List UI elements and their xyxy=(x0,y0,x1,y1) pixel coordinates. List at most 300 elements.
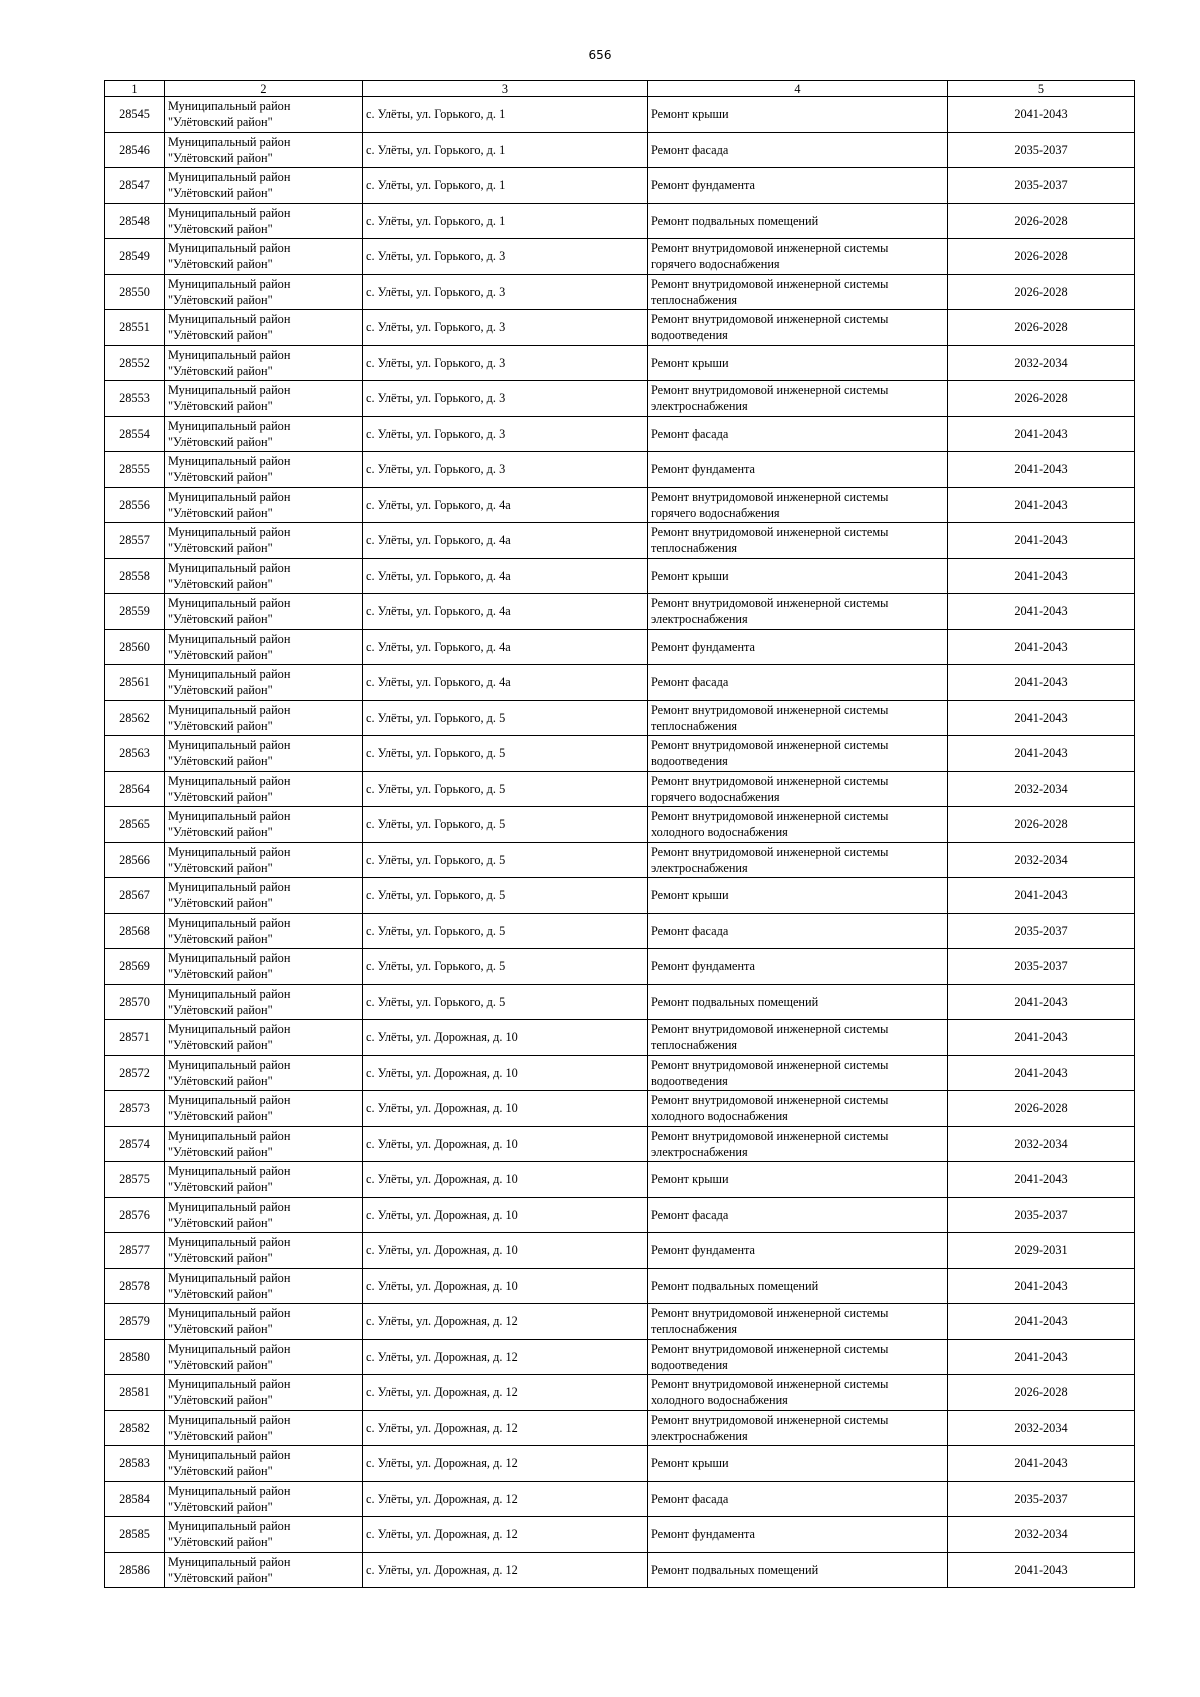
work-type-line: электроснабжения xyxy=(651,860,748,875)
district-cell xyxy=(165,1410,363,1446)
period-cell: 2026-2028 xyxy=(948,203,1135,239)
period-cell: 2032-2034 xyxy=(948,1126,1135,1162)
district-line: "Улётовский район" xyxy=(168,612,273,627)
district-cell xyxy=(165,1197,363,1233)
period-cell: 2026-2028 xyxy=(948,807,1135,843)
address-cell: с. Улёты, ул. Горького, д. 1 xyxy=(363,203,648,239)
work-type-cell xyxy=(648,558,948,594)
district-line: "Улётовский район" xyxy=(168,328,273,343)
work-type-cell xyxy=(648,345,948,381)
work-type-line: Ремонт внутридомовой инженерной системы xyxy=(651,276,889,291)
work-type-cell xyxy=(648,594,948,630)
work-type-line: холодного водоснабжения xyxy=(651,1393,788,1408)
address-cell: с. Улёты, ул. Горького, д. 5 xyxy=(363,878,648,914)
column-header-4: 4 xyxy=(648,81,948,97)
work-type-cell xyxy=(648,523,948,559)
table-row xyxy=(105,523,1135,559)
table-row xyxy=(105,1552,1135,1588)
work-type-line: Ремонт крыши xyxy=(651,355,729,370)
district-line: Муниципальный район xyxy=(168,1270,291,1285)
work-type-cell xyxy=(648,984,948,1020)
table-row xyxy=(105,736,1135,772)
period-cell: 2026-2028 xyxy=(948,1091,1135,1127)
work-type-line: Ремонт фундамента xyxy=(651,1243,756,1258)
period-cell: 2035-2037 xyxy=(948,132,1135,168)
period-cell: 2041-2043 xyxy=(948,452,1135,488)
work-type-line: Ремонт внутридомовой инженерной системы xyxy=(651,1341,889,1356)
work-type-line: водоотведения xyxy=(651,1073,728,1088)
row-number-cell: 28570 xyxy=(105,984,165,1020)
work-type-line: водоотведения xyxy=(651,754,728,769)
table-row xyxy=(105,310,1135,346)
district-line: Муниципальный район xyxy=(168,844,291,859)
row-number-cell: 28581 xyxy=(105,1375,165,1411)
period-cell: 2041-2043 xyxy=(948,523,1135,559)
work-type-line: Ремонт внутридомовой инженерной системы xyxy=(651,383,889,398)
work-type-cell xyxy=(648,1375,948,1411)
work-type-cell xyxy=(648,1410,948,1446)
district-line: Муниципальный район xyxy=(168,1164,291,1179)
district-line: "Улётовский район" xyxy=(168,363,273,378)
address-cell: с. Улёты, ул. Дорожная, д. 12 xyxy=(363,1481,648,1517)
work-type-cell xyxy=(648,807,948,843)
district-line: "Улётовский район" xyxy=(168,1570,273,1585)
address-cell: с. Улёты, ул. Горького, д. 5 xyxy=(363,771,648,807)
address-cell: с. Улёты, ул. Горького, д. 3 xyxy=(363,274,648,310)
district-line: Муниципальный район xyxy=(168,1093,291,1108)
district-line: "Улётовский район" xyxy=(168,576,273,591)
address-cell: с. Улёты, ул. Горького, д. 3 xyxy=(363,310,648,346)
period-cell: 2032-2034 xyxy=(948,1410,1135,1446)
work-type-cell xyxy=(648,203,948,239)
work-type-cell xyxy=(648,1055,948,1091)
district-line: "Улётовский район" xyxy=(168,186,273,201)
period-cell: 2026-2028 xyxy=(948,310,1135,346)
address-cell: с. Улёты, ул. Горького, д. 4а xyxy=(363,523,648,559)
row-number-cell: 28554 xyxy=(105,416,165,452)
table-body xyxy=(105,81,1135,1588)
district-line: Муниципальный район xyxy=(168,1554,291,1569)
district-cell xyxy=(165,1055,363,1091)
district-line: Муниципальный район xyxy=(168,631,291,646)
district-line: Муниципальный район xyxy=(168,1377,291,1392)
district-line: Муниципальный район xyxy=(168,489,291,504)
address-cell: с. Улёты, ул. Дорожная, д. 10 xyxy=(363,1055,648,1091)
work-type-line: Ремонт внутридомовой инженерной системы xyxy=(651,241,889,256)
district-line: Муниципальный район xyxy=(168,880,291,895)
work-type-line: Ремонт внутридомовой инженерной системы xyxy=(651,596,889,611)
table-row xyxy=(105,1446,1135,1482)
district-cell xyxy=(165,594,363,630)
district-line: "Улётовский район" xyxy=(168,541,273,556)
district-line: "Улётовский район" xyxy=(168,1322,273,1337)
address-cell: с. Улёты, ул. Горького, д. 3 xyxy=(363,452,648,488)
period-cell: 2035-2037 xyxy=(948,949,1135,985)
address-cell: с. Улёты, ул. Горького, д. 5 xyxy=(363,736,648,772)
address-cell: с. Улёты, ул. Горького, д. 4а xyxy=(363,558,648,594)
district-line: Муниципальный район xyxy=(168,1483,291,1498)
row-number-cell: 28580 xyxy=(105,1339,165,1375)
row-number-cell: 28579 xyxy=(105,1304,165,1340)
work-type-line: электроснабжения xyxy=(651,1144,748,1159)
district-line: Муниципальный район xyxy=(168,1199,291,1214)
table-row xyxy=(105,416,1135,452)
work-type-cell xyxy=(648,1162,948,1198)
district-cell xyxy=(165,452,363,488)
period-cell: 2041-2043 xyxy=(948,665,1135,701)
work-type-line: Ремонт фундамента xyxy=(651,959,756,974)
address-cell: с. Улёты, ул. Дорожная, д. 12 xyxy=(363,1410,648,1446)
district-cell xyxy=(165,665,363,701)
district-line: "Улётовский район" xyxy=(168,292,273,307)
work-type-cell xyxy=(648,97,948,133)
address-cell: с. Улёты, ул. Дорожная, д. 12 xyxy=(363,1375,648,1411)
district-line: Муниципальный район xyxy=(168,1128,291,1143)
work-type-line: Ремонт подвальных помещений xyxy=(651,994,819,1009)
district-line: Муниципальный район xyxy=(168,667,291,682)
row-number-cell: 28571 xyxy=(105,1020,165,1056)
work-type-line: Ремонт фасада xyxy=(651,1491,729,1506)
district-cell xyxy=(165,558,363,594)
table-row xyxy=(105,665,1135,701)
period-cell: 2041-2043 xyxy=(948,1020,1135,1056)
period-cell: 2032-2034 xyxy=(948,771,1135,807)
work-type-cell xyxy=(648,1233,948,1269)
period-cell: 2041-2043 xyxy=(948,594,1135,630)
work-type-cell xyxy=(648,1020,948,1056)
district-line: Муниципальный район xyxy=(168,383,291,398)
district-line: Муниципальный район xyxy=(168,773,291,788)
district-line: "Улётовский район" xyxy=(168,1286,273,1301)
address-cell: с. Улёты, ул. Горького, д. 1 xyxy=(363,97,648,133)
district-cell xyxy=(165,168,363,204)
district-cell xyxy=(165,1126,363,1162)
work-type-line: Ремонт внутридомовой инженерной системы xyxy=(651,525,889,540)
address-cell: с. Улёты, ул. Дорожная, д. 12 xyxy=(363,1552,648,1588)
district-line: "Улётовский район" xyxy=(168,1038,273,1053)
table-row xyxy=(105,97,1135,133)
work-type-line: теплоснабжения xyxy=(651,292,738,307)
work-type-cell xyxy=(648,1126,948,1162)
work-type-line: Ремонт внутридомовой инженерной системы xyxy=(651,773,889,788)
district-line: Муниципальный район xyxy=(168,418,291,433)
district-cell xyxy=(165,700,363,736)
table-row xyxy=(105,1268,1135,1304)
work-type-cell xyxy=(648,1091,948,1127)
district-line: "Улётовский район" xyxy=(168,1428,273,1443)
district-cell xyxy=(165,132,363,168)
row-number-cell: 28582 xyxy=(105,1410,165,1446)
period-cell: 2041-2043 xyxy=(948,487,1135,523)
period-cell: 2035-2037 xyxy=(948,1197,1135,1233)
work-type-cell xyxy=(648,842,948,878)
district-line: Муниципальный район xyxy=(168,596,291,611)
row-number-cell: 28566 xyxy=(105,842,165,878)
row-number-cell: 28577 xyxy=(105,1233,165,1269)
district-cell xyxy=(165,949,363,985)
row-number-cell: 28560 xyxy=(105,629,165,665)
work-type-cell xyxy=(648,381,948,417)
table-row xyxy=(105,1375,1135,1411)
work-type-cell xyxy=(648,1268,948,1304)
address-cell: с. Улёты, ул. Горького, д. 5 xyxy=(363,807,648,843)
row-number-cell: 28562 xyxy=(105,700,165,736)
district-line: "Улётовский район" xyxy=(168,505,273,520)
work-type-line: Ремонт фасада xyxy=(651,142,729,157)
period-cell: 2029-2031 xyxy=(948,1233,1135,1269)
work-type-line: Ремонт фундамента xyxy=(651,462,756,477)
table-row xyxy=(105,842,1135,878)
district-cell xyxy=(165,1552,363,1588)
address-cell: с. Улёты, ул. Горького, д. 3 xyxy=(363,345,648,381)
work-type-line: горячего водоснабжения xyxy=(651,257,780,272)
work-type-line: Ремонт внутридомовой инженерной системы xyxy=(651,738,889,753)
district-cell xyxy=(165,842,363,878)
row-number-cell: 28573 xyxy=(105,1091,165,1127)
district-line: "Улётовский район" xyxy=(168,1002,273,1017)
address-cell: с. Улёты, ул. Дорожная, д. 10 xyxy=(363,1091,648,1127)
period-cell: 2026-2028 xyxy=(948,381,1135,417)
row-number-cell: 28575 xyxy=(105,1162,165,1198)
work-type-cell xyxy=(648,310,948,346)
work-type-line: теплоснабжения xyxy=(651,1038,738,1053)
district-line: "Улётовский район" xyxy=(168,1499,273,1514)
row-number-cell: 28558 xyxy=(105,558,165,594)
row-number-cell: 28557 xyxy=(105,523,165,559)
work-type-cell xyxy=(648,736,948,772)
work-type-cell xyxy=(648,452,948,488)
work-type-line: электроснабжения xyxy=(651,399,748,414)
work-type-cell xyxy=(648,1517,948,1553)
work-type-cell xyxy=(648,878,948,914)
work-type-line: Ремонт внутридомовой инженерной системы xyxy=(651,312,889,327)
work-type-line: Ремонт внутридомовой инженерной системы xyxy=(651,1306,889,1321)
address-cell: с. Улёты, ул. Дорожная, д. 10 xyxy=(363,1197,648,1233)
table-row xyxy=(105,1410,1135,1446)
district-line: "Улётовский район" xyxy=(168,754,273,769)
work-type-line: водоотведения xyxy=(651,1357,728,1372)
table-row xyxy=(105,913,1135,949)
district-cell xyxy=(165,629,363,665)
row-number-cell: 28584 xyxy=(105,1481,165,1517)
district-line: "Улётовский район" xyxy=(168,1535,273,1550)
address-cell: с. Улёты, ул. Горького, д. 5 xyxy=(363,842,648,878)
work-type-line: Ремонт подвальных помещений xyxy=(651,213,819,228)
work-type-cell xyxy=(648,1304,948,1340)
district-line: "Улётовский район" xyxy=(168,434,273,449)
district-line: "Улётовский район" xyxy=(168,1357,273,1372)
address-cell: с. Улёты, ул. Дорожная, д. 12 xyxy=(363,1339,648,1375)
district-cell xyxy=(165,523,363,559)
work-type-line: Ремонт внутридомовой инженерной системы xyxy=(651,1377,889,1392)
district-cell xyxy=(165,310,363,346)
work-type-line: Ремонт подвальных помещений xyxy=(651,1562,819,1577)
period-cell: 2032-2034 xyxy=(948,1517,1135,1553)
district-line: "Улётовский район" xyxy=(168,647,273,662)
work-type-line: Ремонт внутридомовой инженерной системы xyxy=(651,844,889,859)
address-cell: с. Улёты, ул. Дорожная, д. 10 xyxy=(363,1162,648,1198)
district-line: "Улётовский район" xyxy=(168,1073,273,1088)
row-number-cell: 28545 xyxy=(105,97,165,133)
work-type-line: Ремонт внутридомовой инженерной системы xyxy=(651,809,889,824)
work-type-cell xyxy=(648,1197,948,1233)
row-number-cell: 28583 xyxy=(105,1446,165,1482)
period-cell: 2026-2028 xyxy=(948,1375,1135,1411)
column-header-1: 1 xyxy=(105,81,165,97)
district-line: Муниципальный район xyxy=(168,454,291,469)
district-cell xyxy=(165,736,363,772)
period-cell: 2041-2043 xyxy=(948,629,1135,665)
table-row xyxy=(105,807,1135,843)
work-type-line: Ремонт подвальных помещений xyxy=(651,1278,819,1293)
period-cell: 2041-2043 xyxy=(948,984,1135,1020)
period-cell: 2041-2043 xyxy=(948,1304,1135,1340)
address-cell: с. Улёты, ул. Горького, д. 4а xyxy=(363,665,648,701)
district-line: "Улётовский район" xyxy=(168,1251,273,1266)
district-cell xyxy=(165,274,363,310)
row-number-cell: 28564 xyxy=(105,771,165,807)
work-type-line: Ремонт крыши xyxy=(651,888,729,903)
row-number-cell: 28574 xyxy=(105,1126,165,1162)
address-cell: с. Улёты, ул. Дорожная, д. 12 xyxy=(363,1517,648,1553)
work-type-line: Ремонт фасада xyxy=(651,675,729,690)
table-row xyxy=(105,771,1135,807)
district-line: "Улётовский район" xyxy=(168,967,273,982)
table-row xyxy=(105,132,1135,168)
district-cell xyxy=(165,984,363,1020)
table-row xyxy=(105,558,1135,594)
period-cell: 2035-2037 xyxy=(948,168,1135,204)
column-header-2: 2 xyxy=(165,81,363,97)
district-cell xyxy=(165,1446,363,1482)
district-cell xyxy=(165,97,363,133)
district-line: "Улётовский район" xyxy=(168,789,273,804)
district-cell xyxy=(165,878,363,914)
row-number-cell: 28549 xyxy=(105,239,165,275)
district-line: Муниципальный район xyxy=(168,951,291,966)
period-cell: 2041-2043 xyxy=(948,700,1135,736)
district-cell xyxy=(165,1517,363,1553)
row-number-cell: 28565 xyxy=(105,807,165,843)
district-line: "Улётовский район" xyxy=(168,1180,273,1195)
district-cell xyxy=(165,1268,363,1304)
district-line: Муниципальный район xyxy=(168,560,291,575)
work-type-cell xyxy=(648,700,948,736)
table-row xyxy=(105,1126,1135,1162)
work-type-line: теплоснабжения xyxy=(651,1322,738,1337)
district-line: Муниципальный район xyxy=(168,702,291,717)
district-line: "Улётовский район" xyxy=(168,115,273,130)
table-row xyxy=(105,629,1135,665)
table-row xyxy=(105,700,1135,736)
row-number-cell: 28551 xyxy=(105,310,165,346)
table-row xyxy=(105,1055,1135,1091)
district-line: Муниципальный район xyxy=(168,1448,291,1463)
district-line: "Улётовский район" xyxy=(168,150,273,165)
district-line: Муниципальный район xyxy=(168,986,291,1001)
address-cell: с. Улёты, ул. Дорожная, д. 10 xyxy=(363,1268,648,1304)
period-cell: 2035-2037 xyxy=(948,1481,1135,1517)
work-type-line: электроснабжения xyxy=(651,612,748,627)
table-row xyxy=(105,949,1135,985)
row-number-cell: 28550 xyxy=(105,274,165,310)
address-cell: с. Улёты, ул. Горького, д. 4а xyxy=(363,629,648,665)
row-number-cell: 28552 xyxy=(105,345,165,381)
work-type-cell xyxy=(648,949,948,985)
period-cell: 2032-2034 xyxy=(948,345,1135,381)
district-line: "Улётовский район" xyxy=(168,896,273,911)
work-type-cell xyxy=(648,132,948,168)
repair-schedule-table xyxy=(104,80,1135,1588)
work-type-cell xyxy=(648,665,948,701)
address-cell: с. Улёты, ул. Дорожная, д. 10 xyxy=(363,1126,648,1162)
district-line: Муниципальный район xyxy=(168,1057,291,1072)
district-line: "Улётовский район" xyxy=(168,470,273,485)
table-row xyxy=(105,1481,1135,1517)
district-cell xyxy=(165,381,363,417)
district-cell xyxy=(165,771,363,807)
table-row xyxy=(105,239,1135,275)
period-cell: 2041-2043 xyxy=(948,736,1135,772)
work-type-cell xyxy=(648,1552,948,1588)
table-row xyxy=(105,1233,1135,1269)
table-row xyxy=(105,203,1135,239)
period-cell: 2041-2043 xyxy=(948,1162,1135,1198)
district-line: Муниципальный район xyxy=(168,276,291,291)
column-header-3: 3 xyxy=(363,81,648,97)
row-number-cell: 28569 xyxy=(105,949,165,985)
period-cell: 2032-2034 xyxy=(948,842,1135,878)
district-line: "Улётовский район" xyxy=(168,221,273,236)
row-number-cell: 28567 xyxy=(105,878,165,914)
period-cell: 2041-2043 xyxy=(948,97,1135,133)
work-type-line: Ремонт внутридомовой инженерной системы xyxy=(651,489,889,504)
district-line: "Улётовский район" xyxy=(168,860,273,875)
work-type-line: Ремонт внутридомовой инженерной системы xyxy=(651,702,889,717)
table-row xyxy=(105,1339,1135,1375)
table-row xyxy=(105,274,1135,310)
table-row xyxy=(105,487,1135,523)
period-cell: 2041-2043 xyxy=(948,1339,1135,1375)
period-cell: 2041-2043 xyxy=(948,1055,1135,1091)
district-cell xyxy=(165,1481,363,1517)
work-type-cell xyxy=(648,1481,948,1517)
row-number-cell: 28553 xyxy=(105,381,165,417)
address-cell: с. Улёты, ул. Горького, д. 5 xyxy=(363,700,648,736)
work-type-cell xyxy=(648,771,948,807)
district-line: Муниципальный район xyxy=(168,241,291,256)
table-row xyxy=(105,878,1135,914)
district-cell xyxy=(165,1304,363,1340)
row-number-cell: 28576 xyxy=(105,1197,165,1233)
table-row xyxy=(105,381,1135,417)
work-type-line: Ремонт крыши xyxy=(651,1172,729,1187)
column-header-5: 5 xyxy=(948,81,1135,97)
table-row xyxy=(105,452,1135,488)
work-type-line: водоотведения xyxy=(651,328,728,343)
work-type-line: Ремонт фасада xyxy=(651,426,729,441)
header-row xyxy=(105,81,1135,97)
row-number-cell: 28556 xyxy=(105,487,165,523)
period-cell: 2041-2043 xyxy=(948,416,1135,452)
row-number-cell: 28568 xyxy=(105,913,165,949)
address-cell: с. Улёты, ул. Горького, д. 5 xyxy=(363,984,648,1020)
address-cell: с. Улёты, ул. Дорожная, д. 10 xyxy=(363,1020,648,1056)
work-type-line: Ремонт крыши xyxy=(651,568,729,583)
period-cell: 2041-2043 xyxy=(948,1552,1135,1588)
district-line: "Улётовский район" xyxy=(168,1215,273,1230)
district-cell xyxy=(165,1375,363,1411)
